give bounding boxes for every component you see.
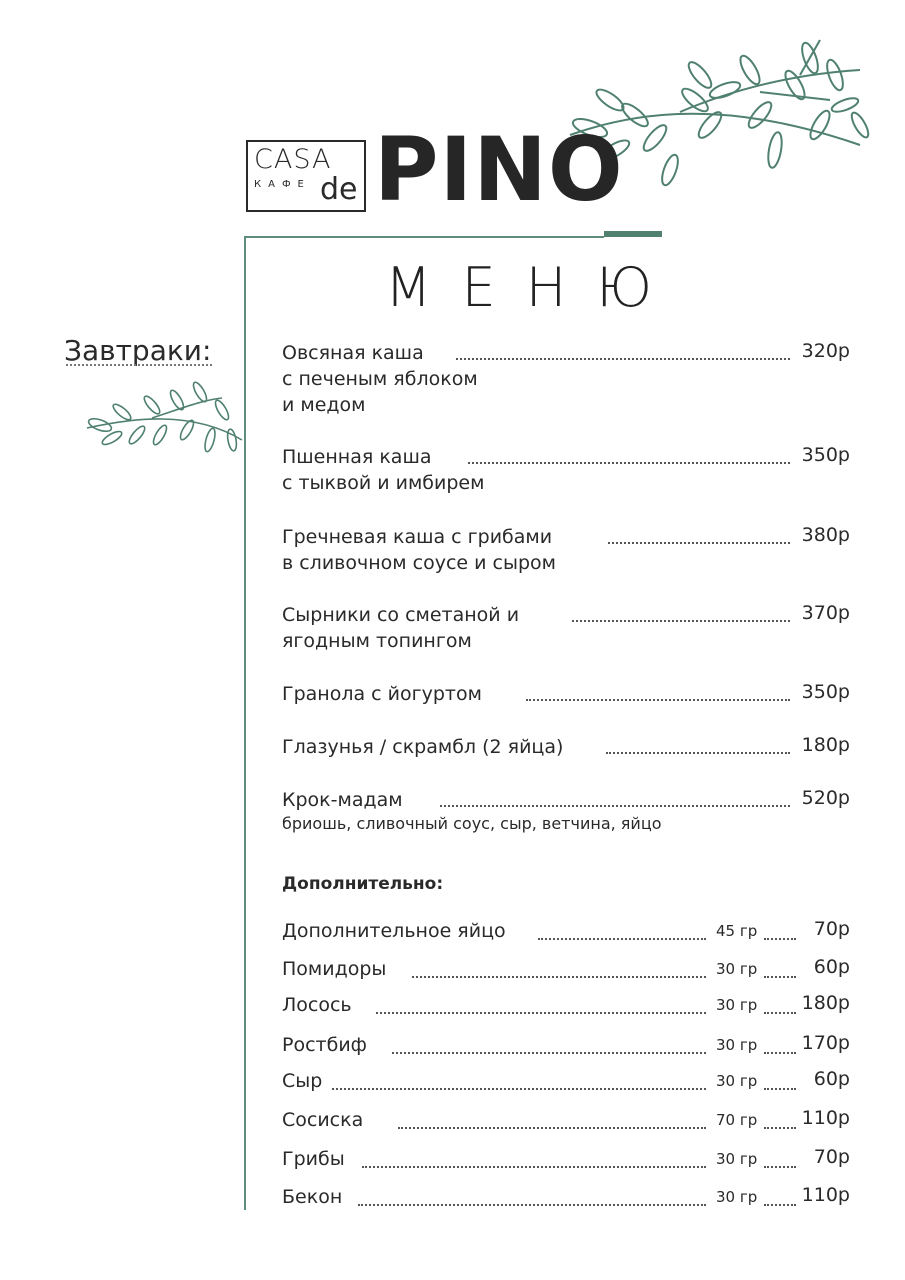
extra-item-weight: 30 гр	[716, 1150, 758, 1168]
extra-item-weight: 30 гр	[716, 1188, 758, 1206]
leader-dots	[608, 542, 790, 544]
extra-item-name: Грибы	[282, 1148, 345, 1170]
menu-item-name: Сырники со сметаной и	[282, 604, 520, 626]
section-underline	[66, 364, 212, 366]
menu-item-desc: с печеным яблоком	[282, 368, 478, 390]
page-title: МЕНЮ	[385, 256, 682, 319]
frame-horizontal-line	[244, 236, 604, 238]
menu-item-name: Крок-мадам	[282, 789, 403, 811]
menu-item-price: 370р	[801, 602, 850, 624]
extra-item-name: Дополнительное яйцо	[282, 920, 506, 942]
extra-item-price: 60р	[813, 1068, 850, 1090]
leader-dots	[332, 1088, 706, 1090]
menu-item-name: Гречневая каша с грибами	[282, 526, 553, 548]
menu-item-desc: и медом	[282, 394, 366, 416]
frame-accent-bar	[604, 231, 662, 237]
extra-item-name: Помидоры	[282, 958, 387, 980]
extra-item-weight: 30 гр	[716, 1072, 758, 1090]
extra-item-name: Лосось	[282, 994, 352, 1016]
extra-item-name: Сосиска	[282, 1109, 364, 1131]
leader-dots	[526, 699, 790, 701]
leader-dots	[398, 1127, 706, 1129]
extra-item-weight: 45 гр	[716, 922, 758, 940]
extra-item-price: 110р	[801, 1184, 850, 1206]
leader-dots	[456, 358, 790, 360]
menu-item-name: Глазунья / скрамбл (2 яйца)	[282, 736, 564, 758]
menu-item-name: Пшенная каша	[282, 446, 432, 468]
extra-item-price: 180р	[801, 992, 850, 1014]
menu-item-name: Гранола с йогуртом	[282, 683, 482, 705]
leader-dots	[606, 752, 790, 754]
logo-de-text: de	[320, 172, 358, 207]
menu-item-desc: с тыквой и имбирем	[282, 472, 485, 494]
menu-item-desc: ягодным топингом	[282, 630, 472, 652]
leader-dots	[440, 805, 790, 807]
leader-dots	[376, 1012, 706, 1014]
extra-item-name: Бекон	[282, 1186, 343, 1208]
menu-item-price: 350р	[801, 681, 850, 703]
leader-dots	[358, 1204, 706, 1206]
leader-dots	[362, 1166, 706, 1168]
logo-pino-text: PINO	[374, 118, 624, 221]
menu-item-name: Овсяная каша	[282, 342, 424, 364]
extra-item-price: 170р	[801, 1032, 850, 1054]
logo-cafe-text: КАФЕ	[254, 179, 311, 190]
extra-item-name: Сыр	[282, 1070, 323, 1092]
extra-item-weight: 30 гр	[716, 1036, 758, 1054]
extra-item-price: 70р	[813, 1146, 850, 1168]
extra-item-weight: 70 гр	[716, 1111, 758, 1129]
section-heading: Завтраки:	[64, 334, 212, 367]
menu-item-price: 180р	[801, 734, 850, 756]
menu-item-price: 350р	[801, 444, 850, 466]
extra-item-price: 70р	[813, 918, 850, 940]
menu-item-price: 520р	[801, 787, 850, 809]
extra-item-price: 110р	[801, 1107, 850, 1129]
logo-casa-text: CASA	[254, 144, 332, 175]
leader-dots	[572, 620, 790, 622]
extra-item-price: 60р	[813, 956, 850, 978]
extras-heading: Дополнительно:	[282, 874, 444, 894]
extra-item-name: Ростбиф	[282, 1034, 367, 1056]
extra-item-weight: 30 гр	[716, 960, 758, 978]
logo-box	[246, 140, 366, 212]
menu-item-desc: бриошь, сливочный соус, сыр, ветчина, яйцо	[282, 814, 662, 833]
leaf-branch-left-icon	[82, 380, 247, 470]
menu-item-desc: в сливочном соусе и сыром	[282, 552, 556, 574]
extra-item-weight: 30 гр	[716, 996, 758, 1014]
menu-item-price: 320р	[801, 340, 850, 362]
leader-dots	[412, 976, 706, 978]
leader-dots	[468, 462, 790, 464]
leader-dots	[538, 938, 706, 940]
leader-dots	[392, 1052, 706, 1054]
menu-item-price: 380р	[801, 524, 850, 546]
